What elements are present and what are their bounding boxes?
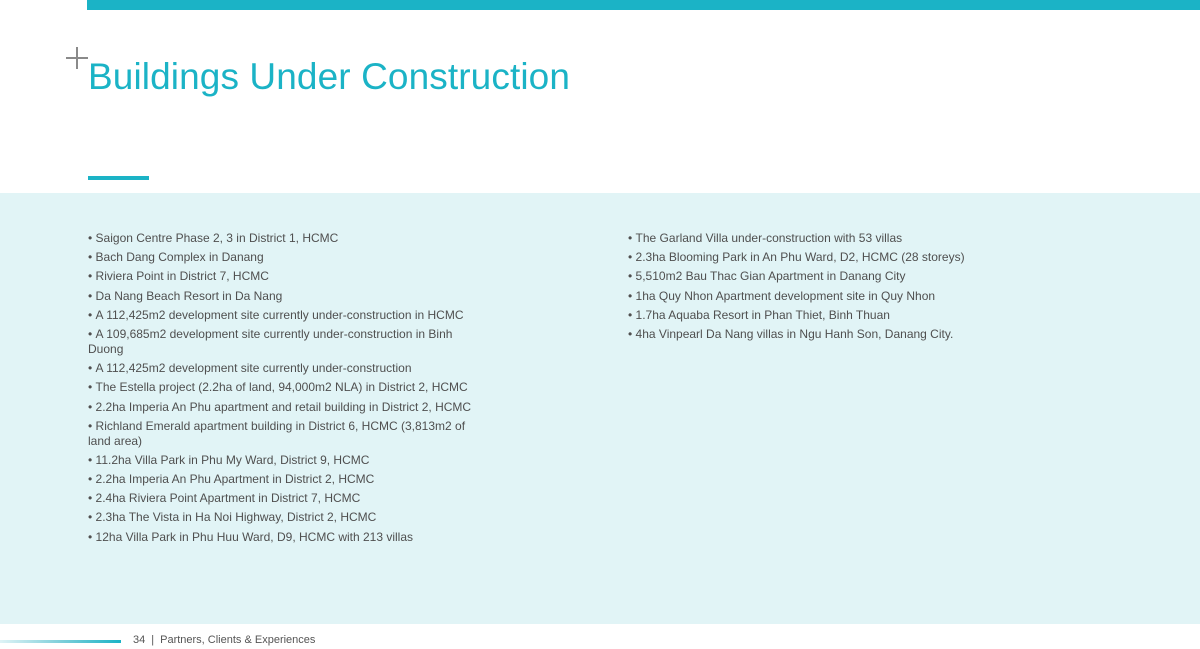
title-underline: [88, 176, 149, 180]
page-title: Buildings Under Construction: [88, 56, 570, 97]
list-item: • The Garland Villa under-construction with 53 villas: [628, 231, 988, 246]
list-item: • Da Nang Beach Resort in Da Nang: [88, 289, 488, 304]
list-item: • 5,510m2 Bau Thac Gian Apartment in Danang City: [628, 269, 988, 284]
project-list-right: [628, 231, 988, 346]
list-item: • 2.3ha The Vista in Ha Noi Highway, District 2, HCMC: [88, 510, 488, 525]
top-accent-bar: [87, 0, 1200, 10]
list-item: • A 112,425m2 development site currently under-construction in HCMC: [88, 308, 488, 323]
footer-separator: |: [151, 634, 155, 646]
page-number: 34: [133, 634, 146, 646]
project-list-left: [88, 231, 488, 549]
list-item: • 1.7ha Aquaba Resort in Phan Thiet, Binh Thuan: [628, 308, 988, 323]
footer-accent-line: [0, 640, 121, 643]
list-item: • Saigon Centre Phase 2, 3 in District 1, HCMC: [88, 231, 488, 246]
list-item: • 2.2ha Imperia An Phu Apartment in District 2, HCMC: [88, 472, 488, 487]
list-item: • 12ha Villa Park in Phu Huu Ward, D9, HCMC with 213 villas: [88, 530, 488, 545]
list-item: • A 112,425m2 development site currently under-construction: [88, 361, 488, 376]
list-item: • 4ha Vinpearl Da Nang villas in Ngu Hanh Son, Danang City.: [628, 327, 988, 342]
list-item: • 11.2ha Villa Park in Phu My Ward, District 9, HCMC: [88, 453, 488, 468]
list-item: • 1ha Quy Nhon Apartment development site in Quy Nhon: [628, 289, 988, 304]
list-item: • Bach Dang Complex in Danang: [88, 250, 488, 265]
list-item: • The Estella project (2.2ha of land, 94,000m2 NLA) in District 2, HCMC: [88, 380, 488, 395]
list-item: • 2.4ha Riviera Point Apartment in District 7, HCMC: [88, 491, 488, 506]
list-item: • 2.3ha Blooming Park in An Phu Ward, D2, HCMC (28 storeys): [628, 250, 988, 265]
list-item: • A 109,685m2 development site currently under-construction in Binh Duong: [88, 327, 488, 357]
list-item: • 2.2ha Imperia An Phu apartment and retail building in District 2, HCMC: [88, 400, 488, 415]
list-item: • Richland Emerald apartment building in District 6, HCMC (3,813m2 of land area): [88, 419, 488, 449]
footer: [133, 633, 315, 647]
plus-icon: [66, 47, 90, 71]
list-item: • Riviera Point in District 7, HCMC: [88, 269, 488, 284]
footer-section-title: Partners, Clients & Experiences: [160, 634, 316, 646]
